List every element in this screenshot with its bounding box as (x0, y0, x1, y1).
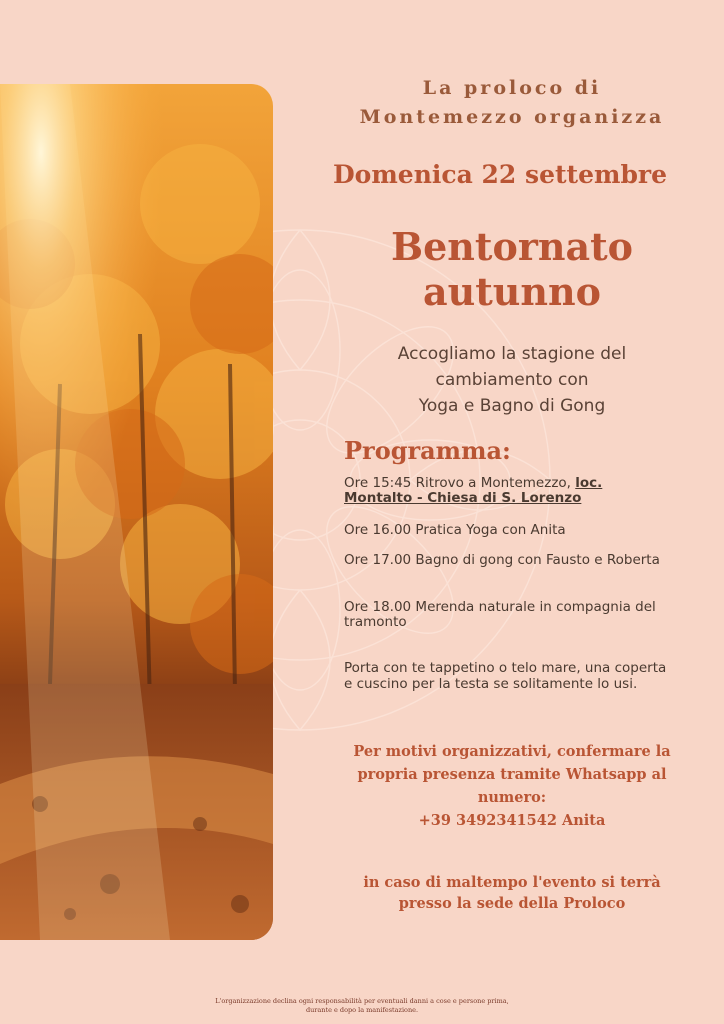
weather-note (330, 872, 694, 914)
program-heading: Programma: (344, 436, 511, 465)
weather-line-2: presso la sede della Proloco (398, 895, 626, 912)
program-item-2: Ore 16.00 Pratica Yoga con Anita (344, 522, 566, 538)
contact-line-2: propria presenza tramite Whatsapp al (357, 766, 667, 783)
contact-info (330, 740, 694, 832)
subtitle-line-2: cambiamento con (435, 370, 589, 390)
location-link[interactable]: loc. Montalto - Chiesa di S. Lorenzo (344, 475, 603, 506)
event-subtitle (330, 341, 694, 419)
disclaimer-line-2: durante e dopo la manifestazione. (305, 1006, 419, 1014)
weather-line-1: in caso di maltempo l'evento si terrà (363, 874, 661, 891)
contact-line-1: Per motivi organizzativi, confermare la (353, 743, 671, 760)
program-item-3: Ore 17.00 Bagno di gong con Fausto e Roberta (344, 552, 660, 568)
subtitle-line-3: Yoga e Bagno di Gong (418, 396, 606, 416)
event-title (300, 224, 724, 314)
contact-line-3: numero: (477, 789, 547, 806)
disclaimer-line-1: L'organizzazione declina ogni responsabilità per eventuali danni a cose e persone prima, (215, 997, 509, 1005)
program-item-4: Ore 18.00 Merenda naturale in compagnia del tramonto (344, 599, 656, 630)
program-item-1-text: Ore 15:45 Ritrovo a Montemezzo, (344, 475, 576, 491)
title-line-2: autunno (422, 269, 602, 314)
title-line-1: Bentornato (391, 224, 633, 269)
organizer-line-2: Montemezzo organizza (359, 106, 665, 128)
program-item-1 (344, 476, 664, 506)
contact-phone[interactable]: +39 3492341542 Anita (418, 812, 606, 829)
organizer-line-1: La proloco di (422, 77, 602, 99)
subtitle-line-1: Accogliamo la stagione del (397, 344, 627, 364)
autumn-forest-image (0, 84, 273, 940)
bring-items-note: Porta con te tappetino o telo mare, una coperta e cuscino per la testa se solitamente lo usi. (344, 660, 667, 692)
disclaimer (180, 997, 544, 1015)
event-date: Domenica 22 settembre (333, 160, 667, 189)
organizer-heading (300, 74, 724, 132)
